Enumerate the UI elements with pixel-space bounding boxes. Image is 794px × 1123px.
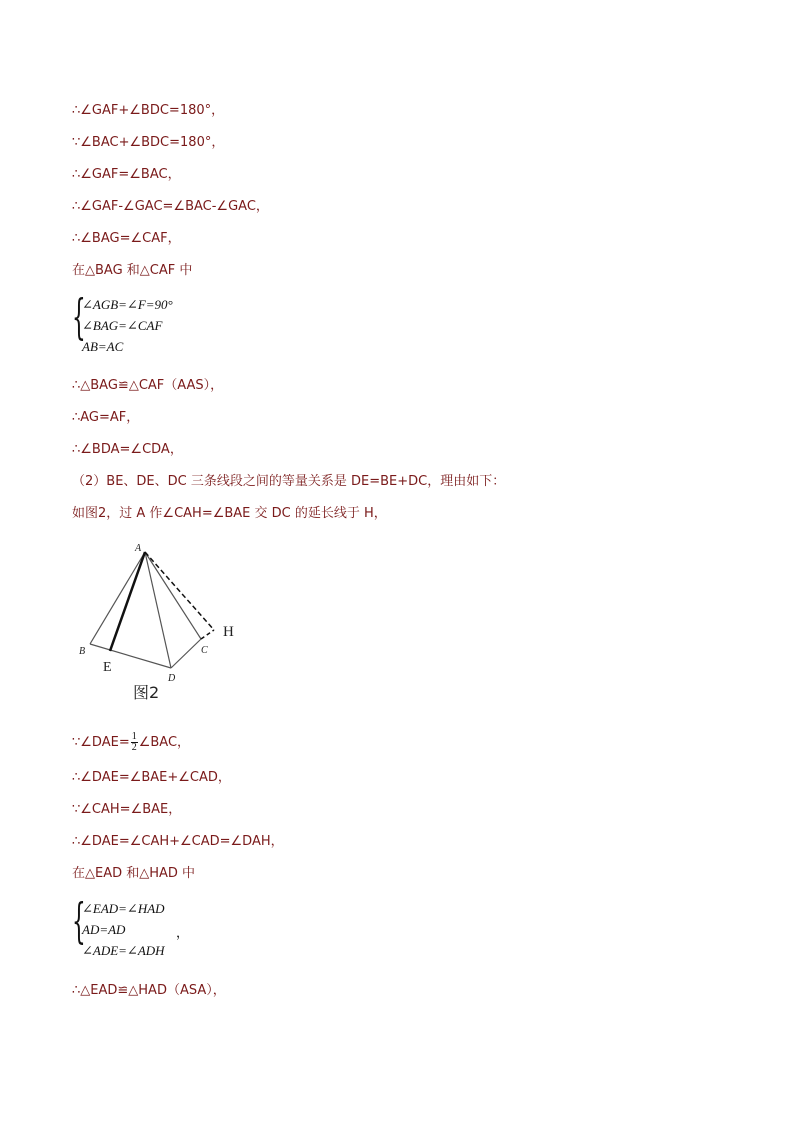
system-row: ∠EAD=∠HAD (82, 901, 165, 916)
system-comma: ， (176, 925, 190, 940)
proof-line-8: ∴AG=AF， (72, 410, 140, 425)
proof-line-12: ∴∠DAE=∠CAH+∠CAD=∠DAH， (72, 834, 284, 849)
system-row: AD=AD (82, 922, 126, 937)
dae-prefix: ∵∠DAE= (72, 735, 130, 750)
label-B: B (79, 646, 86, 657)
construction-line: 如图2，过 A 作∠CAH=∠BAE 交 DC 的延长线于 H， (72, 506, 387, 521)
fraction-denominator: 2 (131, 742, 137, 753)
proof-line-2: ∵∠BAC+∠BDC=180°， (72, 135, 225, 150)
proof-line-3: ∴∠GAF=∠BAC， (72, 167, 181, 182)
proof-line-14: ∴△EAD≌△HAD（ASA）， (72, 983, 226, 998)
part2-statement: （2）BE、DE、DC 三条线段之间的等量关系是 DE=BE+DC，理由如下： (72, 474, 506, 489)
brace-symbol: { (72, 893, 86, 949)
proof-line-10: ∴∠DAE=∠BAE+∠CAD， (72, 770, 231, 785)
half-fraction (131, 732, 138, 753)
label-A: A (135, 543, 142, 554)
proof-line-7: ∴△BAG≌△CAF（AAS）， (72, 378, 224, 393)
proof-line-4: ∴∠GAF-∠GAC=∠BAC-∠GAC， (72, 199, 269, 214)
label-C: C (201, 645, 208, 656)
proof-line-1: ∴∠GAF+∠BDC=180°， (72, 103, 225, 118)
brace-symbol: { (72, 289, 86, 345)
proof-line-11: ∵∠CAH=∠BAE， (72, 802, 182, 817)
equation-system-2 (72, 893, 272, 965)
label-E: E (103, 660, 112, 675)
label-H: H (223, 624, 234, 640)
proof-line-9: ∴∠BDA=∠CDA， (72, 442, 183, 457)
system-row: ∠ADE=∠ADH (82, 943, 165, 958)
system-row: ∠AGB=∠F=90° (82, 297, 173, 312)
dae-line (72, 732, 190, 753)
geometry-figure (70, 538, 250, 708)
proof-line-6: 在△BAG 和△CAF 中 (72, 263, 193, 278)
equation-system-1 (72, 289, 272, 361)
fraction-numerator: 1 (131, 731, 137, 742)
label-D: D (168, 673, 176, 684)
proof-line-13: 在△EAD 和△HAD 中 (72, 866, 196, 881)
system-row: ∠BAG=∠CAF (82, 318, 163, 333)
dae-suffix: ∠BAC， (138, 735, 191, 750)
proof-line-5: ∴∠BAG=∠CAF， (72, 231, 181, 246)
figure-caption: 图2 (133, 683, 160, 702)
system-row: AB=AC (82, 339, 124, 354)
